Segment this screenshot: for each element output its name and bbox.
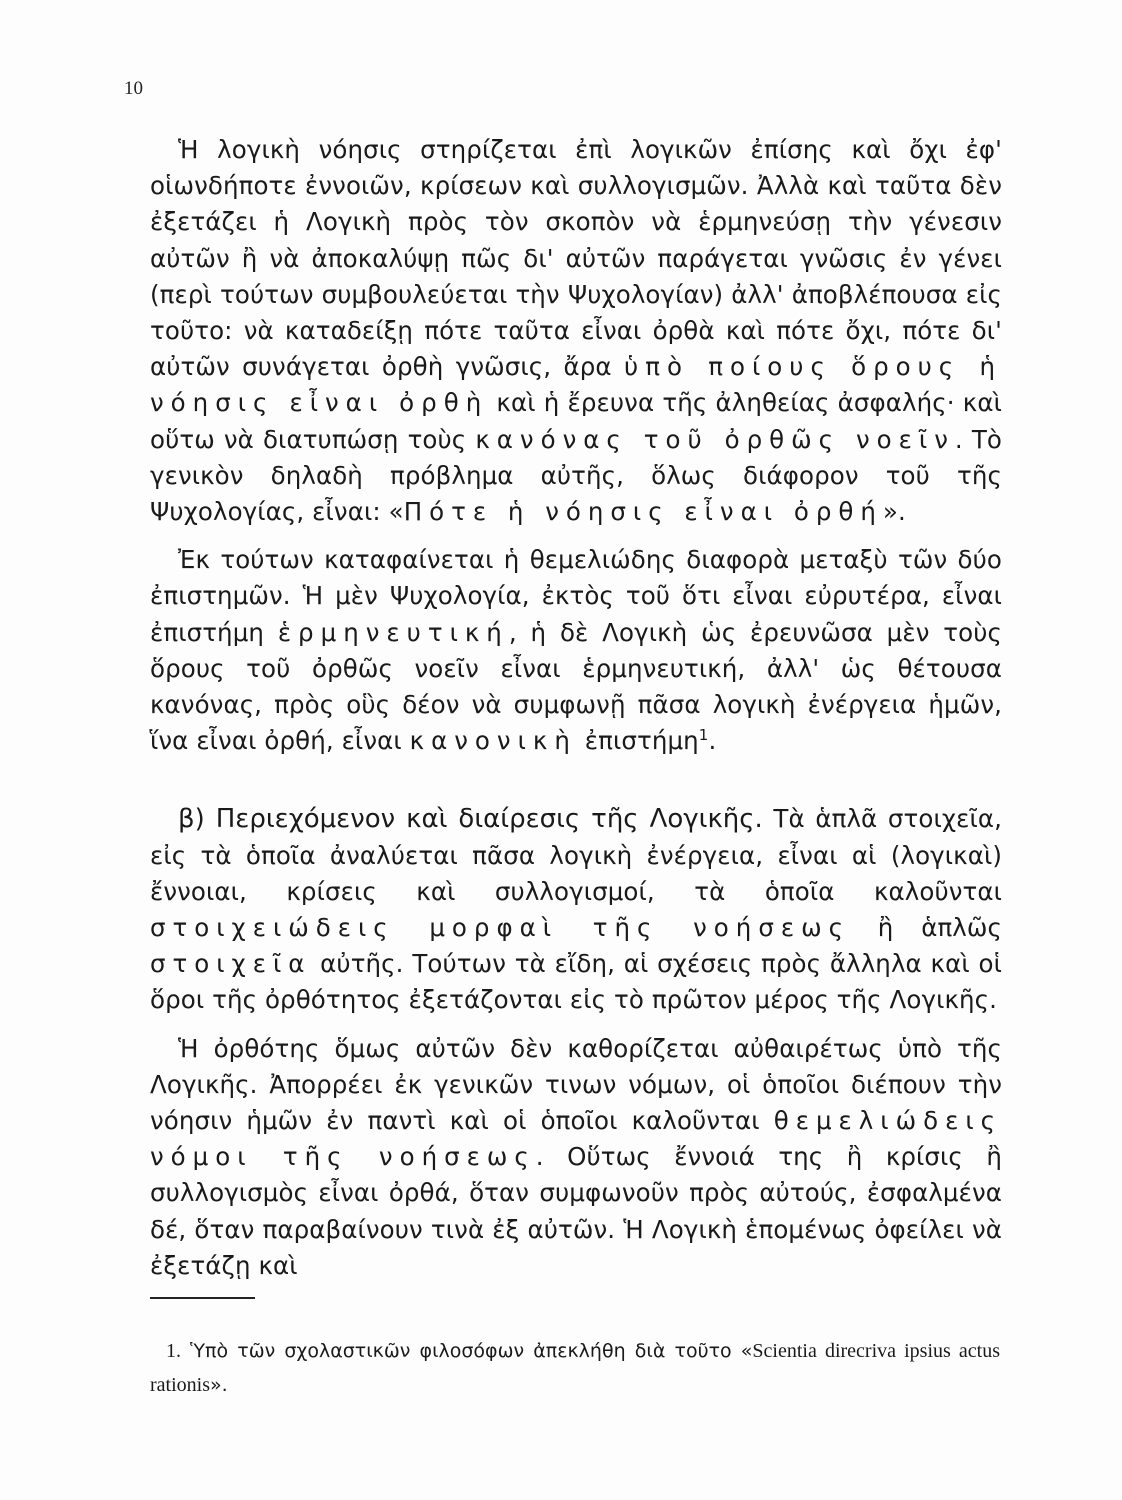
footnote-reference[interactable]: 1 [698, 726, 709, 745]
paragraph-3-end: αὐτῆς. Τούτων τὰ εἴδη, αἱ σχέσεις πρὸς ἄλληλα καὶ οἱ ὅροι τῆς ὀρθότητος ἐξετάζονται εἰς τὸ πρῶτον μέρος τῆς Λογικῆς. [150, 949, 1002, 1015]
emphasis-spaced: ὑπὸ ποίους ὅρους ἡ νόησις εἶναι ὀρθὴ [150, 352, 1002, 418]
paragraph-4-end: . Οὕτως ἔννοιά της ἢ κρίσις ἢ συλλογισμὸς εἶναι ὀρθά, ὅταν συμφωνοῦν πρὸς αὐτούς, ἐσφαλμένα δέ, ὅταν παραβαίνουν τινὰ ἐξ αὐτῶν. Ἡ Λογικὴ ἑπομένως ὀφείλει νὰ ἐξετάζῃ καὶ [150, 1142, 1002, 1280]
emphasis-spaced: στοιχεῖα [150, 949, 312, 979]
emphasis-spaced: κανόνας τοῦ ὀρθῶς νοεῖν [475, 424, 955, 454]
footnote-paragraph [150, 1334, 1000, 1402]
paragraph-4-text: Ἡ ὀρθότης ὅμως αὐτῶν δὲν καθορίζεται αὐθαιρέτως ὑπὸ τῆς Λογικῆς. Ἀπορρέει ἐκ γενικῶν τινων νόμων, οἱ ὁποῖοι διέπουν τὴν νόησιν ἡμῶν ἐν παντὶ καὶ οἱ ὁποῖοι καλοῦνται [150, 1033, 1002, 1136]
paragraph-2-word: ἐπιστήμη [576, 726, 699, 756]
footnote-number: 1. [166, 1340, 181, 1362]
paragraph-2-text: Ἐκ τούτων καταφαίνεται ἡ θεμελιώδης διαφορὰ μεταξὺ τῶν δύο ἐπιστημῶν. Ἡ μὲν Ψυχολογία, ἐκτὸς τοῦ ὅτι εἶναι εὐρυτέρα, εἶναι ἐπιστήμη [150, 545, 1002, 647]
emphasis-spaced: στοιχειώδεις μορφαὶ τῆς νοήσεως [150, 913, 850, 943]
footnote [150, 1334, 1000, 1402]
footnote-end: ». [210, 1374, 228, 1396]
body-text [150, 132, 1002, 1284]
footnote-divider [150, 1297, 255, 1299]
paragraph-1-end: . Τὸ γενικὸν δηλαδὴ πρόβλημα αὐτῆς, ὅλως διάφορον τοῦ τῆς Ψυχολογίας, εἶναι: « [150, 424, 1002, 527]
emphasis-spaced: Πότε ἡ νόησις εἶναι ὀρθή [403, 497, 883, 527]
emphasis-spaced: ἑρμηνευτική [277, 617, 509, 647]
paragraph-1 [150, 132, 1002, 530]
paragraph-1-text: Ἡ λογικὴ νόησις στηρίζεται ἐπὶ λογικῶν ἐπίσης καὶ ὄχι ἐφ' οἱωνδήποτε ἐννοιῶν, κρίσεων καὶ συλλογισμῶν. Ἀλλὰ καὶ ταῦτα δὲν ἐξετάζει ἡ Λογικὴ πρὸς τὸν σκοπὸν νὰ ἑρμηνεύσῃ τὴν γένεσιν αὐτῶν ἢ νὰ ἀποκαλύψῃ πῶς δι' αὐτῶν παράγεται γνῶσις ἐν γένει (περὶ τούτων συμβουλεύεται τὴν Ψυχολογίαν) ἀλλ' ἀποβλέπουσα εἰς τοῦτο: νὰ καταδείξῃ πότε ταῦτα εἶναι ὀρθὰ καὶ πότε ὄχι, πότε δι' αὐτῶν συνάγεται ὀρθὴ γνῶσις, ἄρα [150, 135, 1002, 382]
paragraph-4 [150, 1031, 1002, 1284]
emphasis-spaced: θεμελιώδεις νόμοι τῆς νοήσεως [150, 1106, 1002, 1172]
footnote-greek-text: Ὑπὸ τῶν σχολαστικῶν φιλοσόφων ἀπεκλήθη διὰ τοῦτο « [181, 1340, 753, 1362]
section-heading: β) Περιεχόμενον καὶ διαίρεσις τῆς Λογικῆς. [178, 804, 763, 835]
paragraph-2 [150, 542, 1002, 759]
paragraph-1-mid: καὶ ἡ ἔρευνα τῆς ἀληθείας ἀσφαλής· καὶ οὕτω νὰ διατυπώσῃ τοὺς [150, 388, 1002, 454]
paragraph-3-mid: ἢ ἁπλῶς [849, 913, 1002, 943]
footnote-latin-text: Scientia direcriva ipsius actus rationis [150, 1340, 1000, 1396]
page-number: 10 [124, 78, 143, 99]
paragraph-1-close: ». [882, 497, 906, 527]
paragraph-2-mid: , ἡ δὲ Λογικὴ ὡς ἐρευνῶσα μὲν τοὺς ὅρους τοῦ ὀρθῶς νοεῖν εἶναι ἑρμηνευτική, ἀλλ' ὡς θέτουσα κανόνας, πρὸς οὓς δέον νὰ συμφωνῇ πᾶσα λογικὴ ἐνέργεια ἡμῶν, ἵνα εἶναι ὀρθή, εἶναι [150, 617, 1002, 756]
emphasis-spaced: κανονικὴ [409, 726, 577, 756]
paragraph-3-text: Τὰ ἁπλᾶ στοιχεῖα, εἰς τὰ ὁποῖα ἀναλύεται πᾶσα λογικὴ ἐνέργεια, εἶναι αἱ (λογικαὶ) ἔννοιαι, κρίσεις καὶ συλλογισμοί, τὰ ὁποῖα καλοῦνται [150, 804, 1002, 906]
paragraph-3 [150, 801, 1002, 1018]
paragraph-2-end: . [708, 726, 717, 756]
